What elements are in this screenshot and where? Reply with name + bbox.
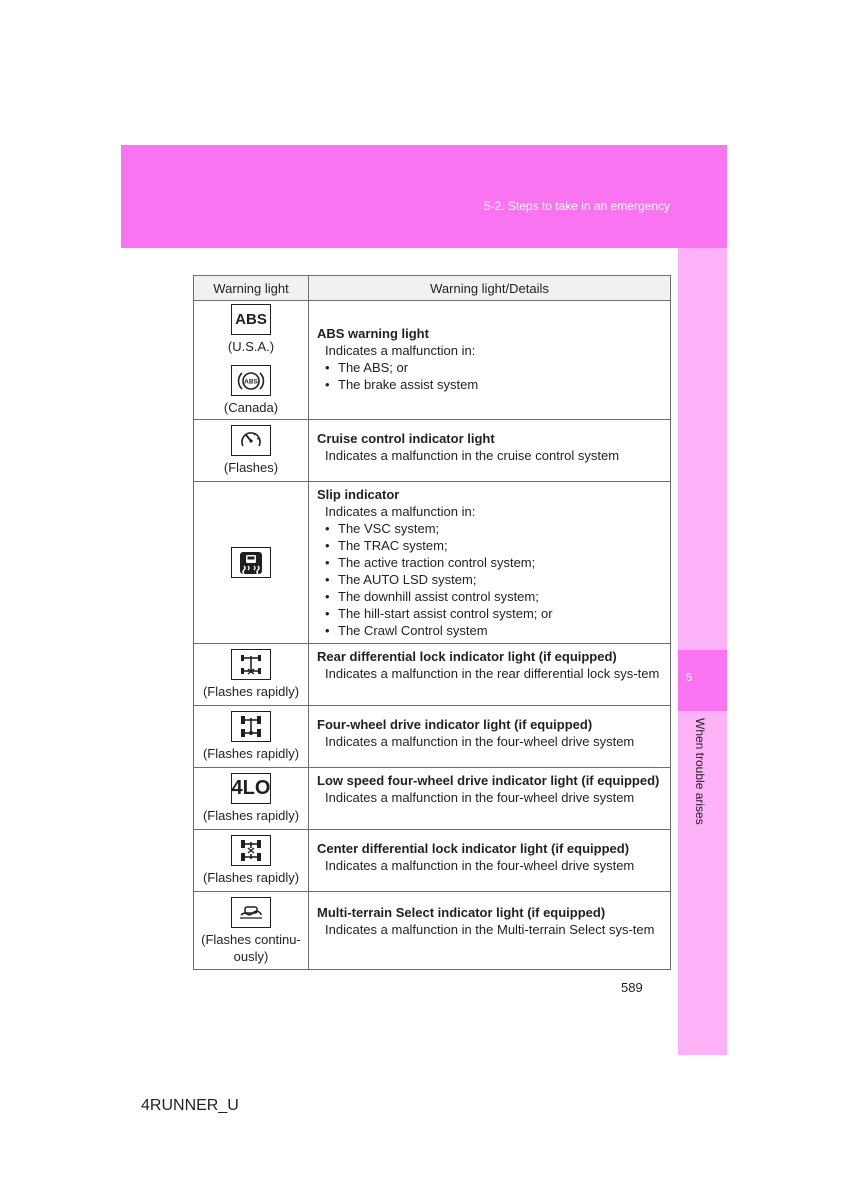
header-band <box>121 145 727 248</box>
center-diff-lock-icon <box>231 835 271 866</box>
icon-cell <box>194 892 309 970</box>
detail-body: Indicates a malfunction in the cruise control system <box>325 448 620 463</box>
icon-cell <box>194 644 309 706</box>
detail-bullets <box>317 520 662 639</box>
detail-title: ABS warning light <box>317 326 429 341</box>
slip-indicator-icon <box>231 547 271 578</box>
icon-caption: (Flashes rapidly) <box>202 684 300 699</box>
list-item: • The active traction control system; <box>325 554 662 571</box>
table-row <box>194 706 671 768</box>
icon-cell <box>194 301 309 420</box>
abs-icon: ABS <box>231 304 271 335</box>
details-cell <box>309 420 671 482</box>
icon-caption: (U.S.A.) <box>227 339 275 354</box>
list-item: • The TRAC system; <box>325 537 662 554</box>
table-row <box>194 420 671 482</box>
details-cell <box>309 644 671 706</box>
icon-cell <box>194 768 309 830</box>
document-code: 4RUNNER_U <box>141 1097 239 1114</box>
detail-title: Center differential lock indicator light (if equipped) <box>317 841 630 856</box>
chapter-number-box <box>678 650 727 711</box>
detail-title: Multi-terrain Select indicator light (if equipped) <box>317 905 606 920</box>
detail-bullets <box>317 359 662 393</box>
chapter-side-tab <box>678 248 727 1055</box>
list-item: • The ABS; or <box>325 359 662 376</box>
detail-title: Four-wheel drive indicator light (if equipped) <box>317 717 593 732</box>
icon-caption: (Flashes rapidly) <box>202 808 300 823</box>
detail-body: Indicates a malfunction in the rear differential lock sys-tem <box>325 666 660 681</box>
icon-cell <box>194 706 309 768</box>
list-item: • The Crawl Control system <box>325 622 662 639</box>
details-cell <box>309 830 671 892</box>
column-header-details: Warning light/Details <box>309 276 671 301</box>
rear-diff-lock-icon <box>231 649 271 680</box>
icon-caption: (Canada) <box>223 400 279 415</box>
four-wheel-drive-icon <box>231 711 271 742</box>
list-item: • The brake assist system <box>325 376 662 393</box>
detail-title: Rear differential lock indicator light (if equipped) <box>317 649 617 664</box>
detail-body: Indicates a malfunction in the four-wheel drive system <box>325 858 635 873</box>
detail-title: Low speed four-wheel drive indicator light (if equipped) <box>317 773 660 788</box>
list-item: • The VSC system; <box>325 520 662 537</box>
svg-text:ABS: ABS <box>244 378 258 385</box>
section-title: 5-2. Steps to take in an emergency <box>483 199 670 213</box>
chapter-title: When trouble arises <box>693 718 707 825</box>
icon-caption: (Flashes) <box>223 460 279 475</box>
cruise-control-icon <box>231 425 271 456</box>
warning-light-table <box>193 275 671 970</box>
abs-canada-icon <box>231 365 271 396</box>
details-cell <box>309 301 671 420</box>
detail-title: Slip indicator <box>317 487 400 502</box>
icon-cell <box>194 420 309 482</box>
details-cell <box>309 768 671 830</box>
icon-caption: (Flashes continu-ously) <box>201 931 301 964</box>
column-header-warning-light: Warning light <box>194 276 309 301</box>
table-row <box>194 892 671 970</box>
chapter-number: 5 <box>686 672 693 684</box>
detail-body: Indicates a malfunction in: <box>325 343 476 358</box>
multi-terrain-icon <box>231 897 271 928</box>
list-item: • The AUTO LSD system; <box>325 571 662 588</box>
list-item: • The downhill assist control system; <box>325 588 662 605</box>
icon-caption: (Flashes rapidly) <box>202 870 300 885</box>
details-cell <box>309 706 671 768</box>
details-cell <box>309 482 671 644</box>
detail-body: Indicates a malfunction in the four-wheel drive system <box>325 790 635 805</box>
details-cell <box>309 892 671 970</box>
table-header-row <box>194 276 671 301</box>
table-row <box>194 644 671 706</box>
table-row <box>194 768 671 830</box>
icon-cell <box>194 482 309 644</box>
list-item: • The hill-start assist control system; or <box>325 605 662 622</box>
detail-title: Cruise control indicator light <box>317 431 495 446</box>
icon-cell <box>194 830 309 892</box>
detail-body: Indicates a malfunction in the four-wheel drive system <box>325 734 635 749</box>
page-number: 589 <box>621 980 643 995</box>
icon-caption: (Flashes rapidly) <box>202 746 300 761</box>
table-row <box>194 830 671 892</box>
table-row <box>194 301 671 420</box>
detail-body: Indicates a malfunction in the Multi-terrain Select sys-tem <box>325 922 655 937</box>
table-row <box>194 482 671 644</box>
low-4wd-icon: 4LO <box>231 773 271 804</box>
detail-body: Indicates a malfunction in: <box>325 504 476 519</box>
